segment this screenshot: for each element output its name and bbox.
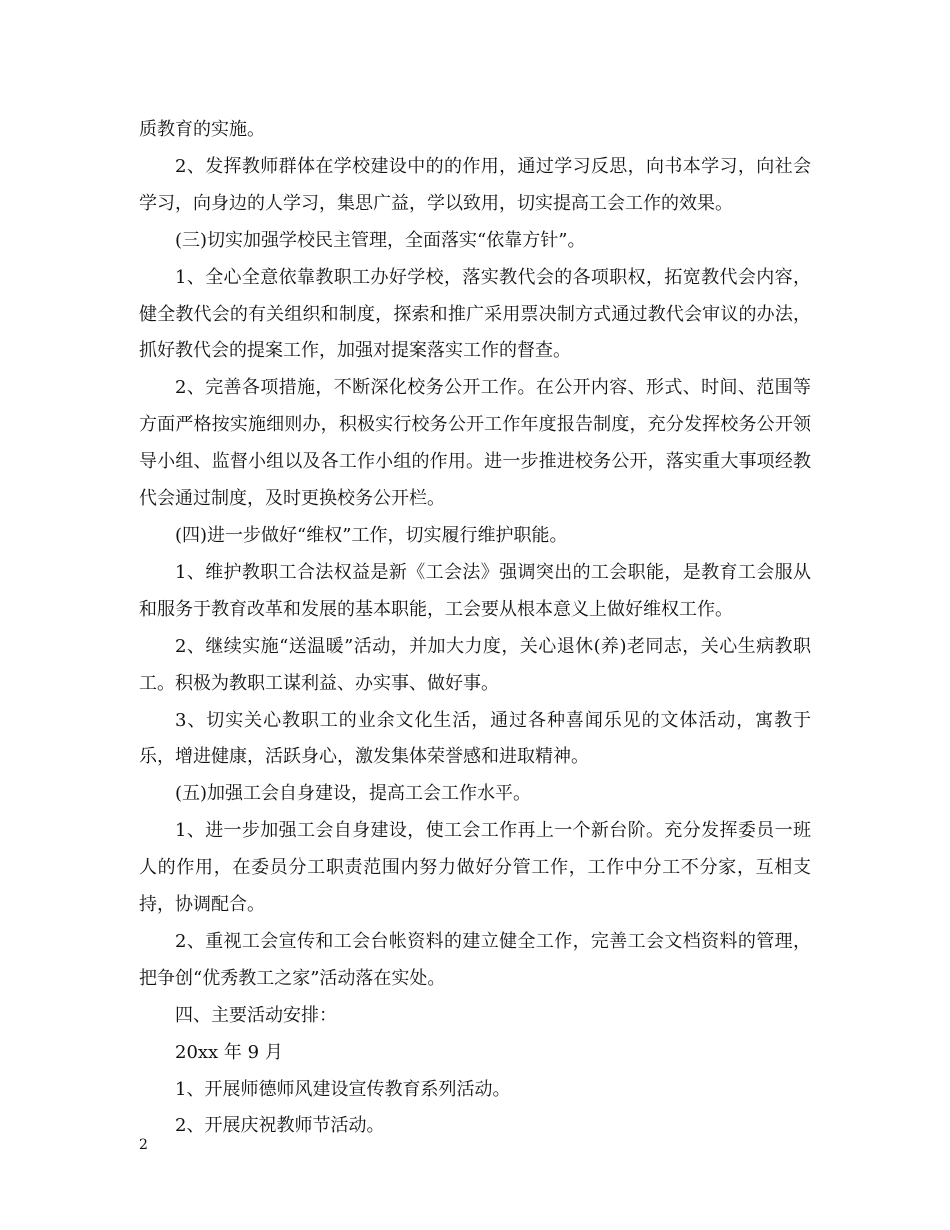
section-heading: 四、主要活动安排：	[175, 1004, 337, 1026]
paragraph: 2、开展庆祝教师节活动。	[175, 1115, 385, 1137]
paragraph: 2、重视工会宣传和工会台帐资料的建立健全工作，完善工会文档资料的管理，把争创“优秀教工之家”活动落在实处。	[139, 930, 811, 989]
paragraph: 2、继续实施“送温暖”活动，并加大力度，关心退休(养)老同志，关心生病教职工。积极为教职工谋利益、办实事、做好事。	[139, 635, 811, 694]
paragraph: 质教育的实施。	[139, 119, 265, 140]
paragraph: 1、全心全意依靠教职工办好学校，落实教代会的各项职权，拓宽教代会内容，健全教代会的有关组织和制度，探索和推广采用票决制方式通过教代会审议的办法，抓好教代会的提案工作，加强对提案落实工作的督查。	[139, 266, 811, 362]
paragraph: 3、切实关心教职工的业余文化生活，通过各种喜闻乐见的文体活动，寓教于乐，增进健康，活跃身心，激发集体荣誉感和进取精神。	[139, 709, 811, 768]
document-body	[139, 112, 811, 1145]
paragraph: 2、发挥教师群体在学校建设中的的作用，通过学习反思，向书本学习，向社会学习，向身边的人学习，集思广益，学以致用，切实提高工会工作的效果。	[139, 155, 811, 214]
paragraph: 1、维护教职工合法权益是新《工会法》强调突出的工会职能，是教育工会服从和服务于教育改革和发展的基本职能，工会要从根本意义上做好维权工作。	[139, 561, 811, 620]
page-number: 2	[139, 1137, 148, 1153]
section-heading: (三)切实加强学校民主管理，全面落实“依靠方针”。	[175, 229, 586, 251]
paragraph: 2、完善各项措施，不断深化校务公开工作。在公开内容、形式、时间、范围等方面严格按实施细则办，积极实行校务公开工作年度报告制度，充分发挥校务公开领导小组、监督小组以及各工作小组的作用。进一步推进校务公开，落实重大事项经教代会通过制度，及时更换校务公开栏。	[139, 377, 811, 510]
date-line: 20xx 年 9 月	[175, 1041, 283, 1063]
section-heading: (五)加强工会自身建设，提高工会工作水平。	[175, 783, 532, 805]
paragraph: 1、进一步加强工会自身建设，使工会工作再上一个新台阶。充分发挥委员一班人的作用，在委员分工职责范围内努力做好分管工作，工作中分工不分家，互相支持，协调配合。	[139, 820, 811, 916]
section-heading: (四)进一步做好“维权”工作，切实履行维护职能。	[175, 524, 568, 546]
paragraph: 1、开展师德师风建设宣传教育系列活动。	[175, 1078, 511, 1100]
